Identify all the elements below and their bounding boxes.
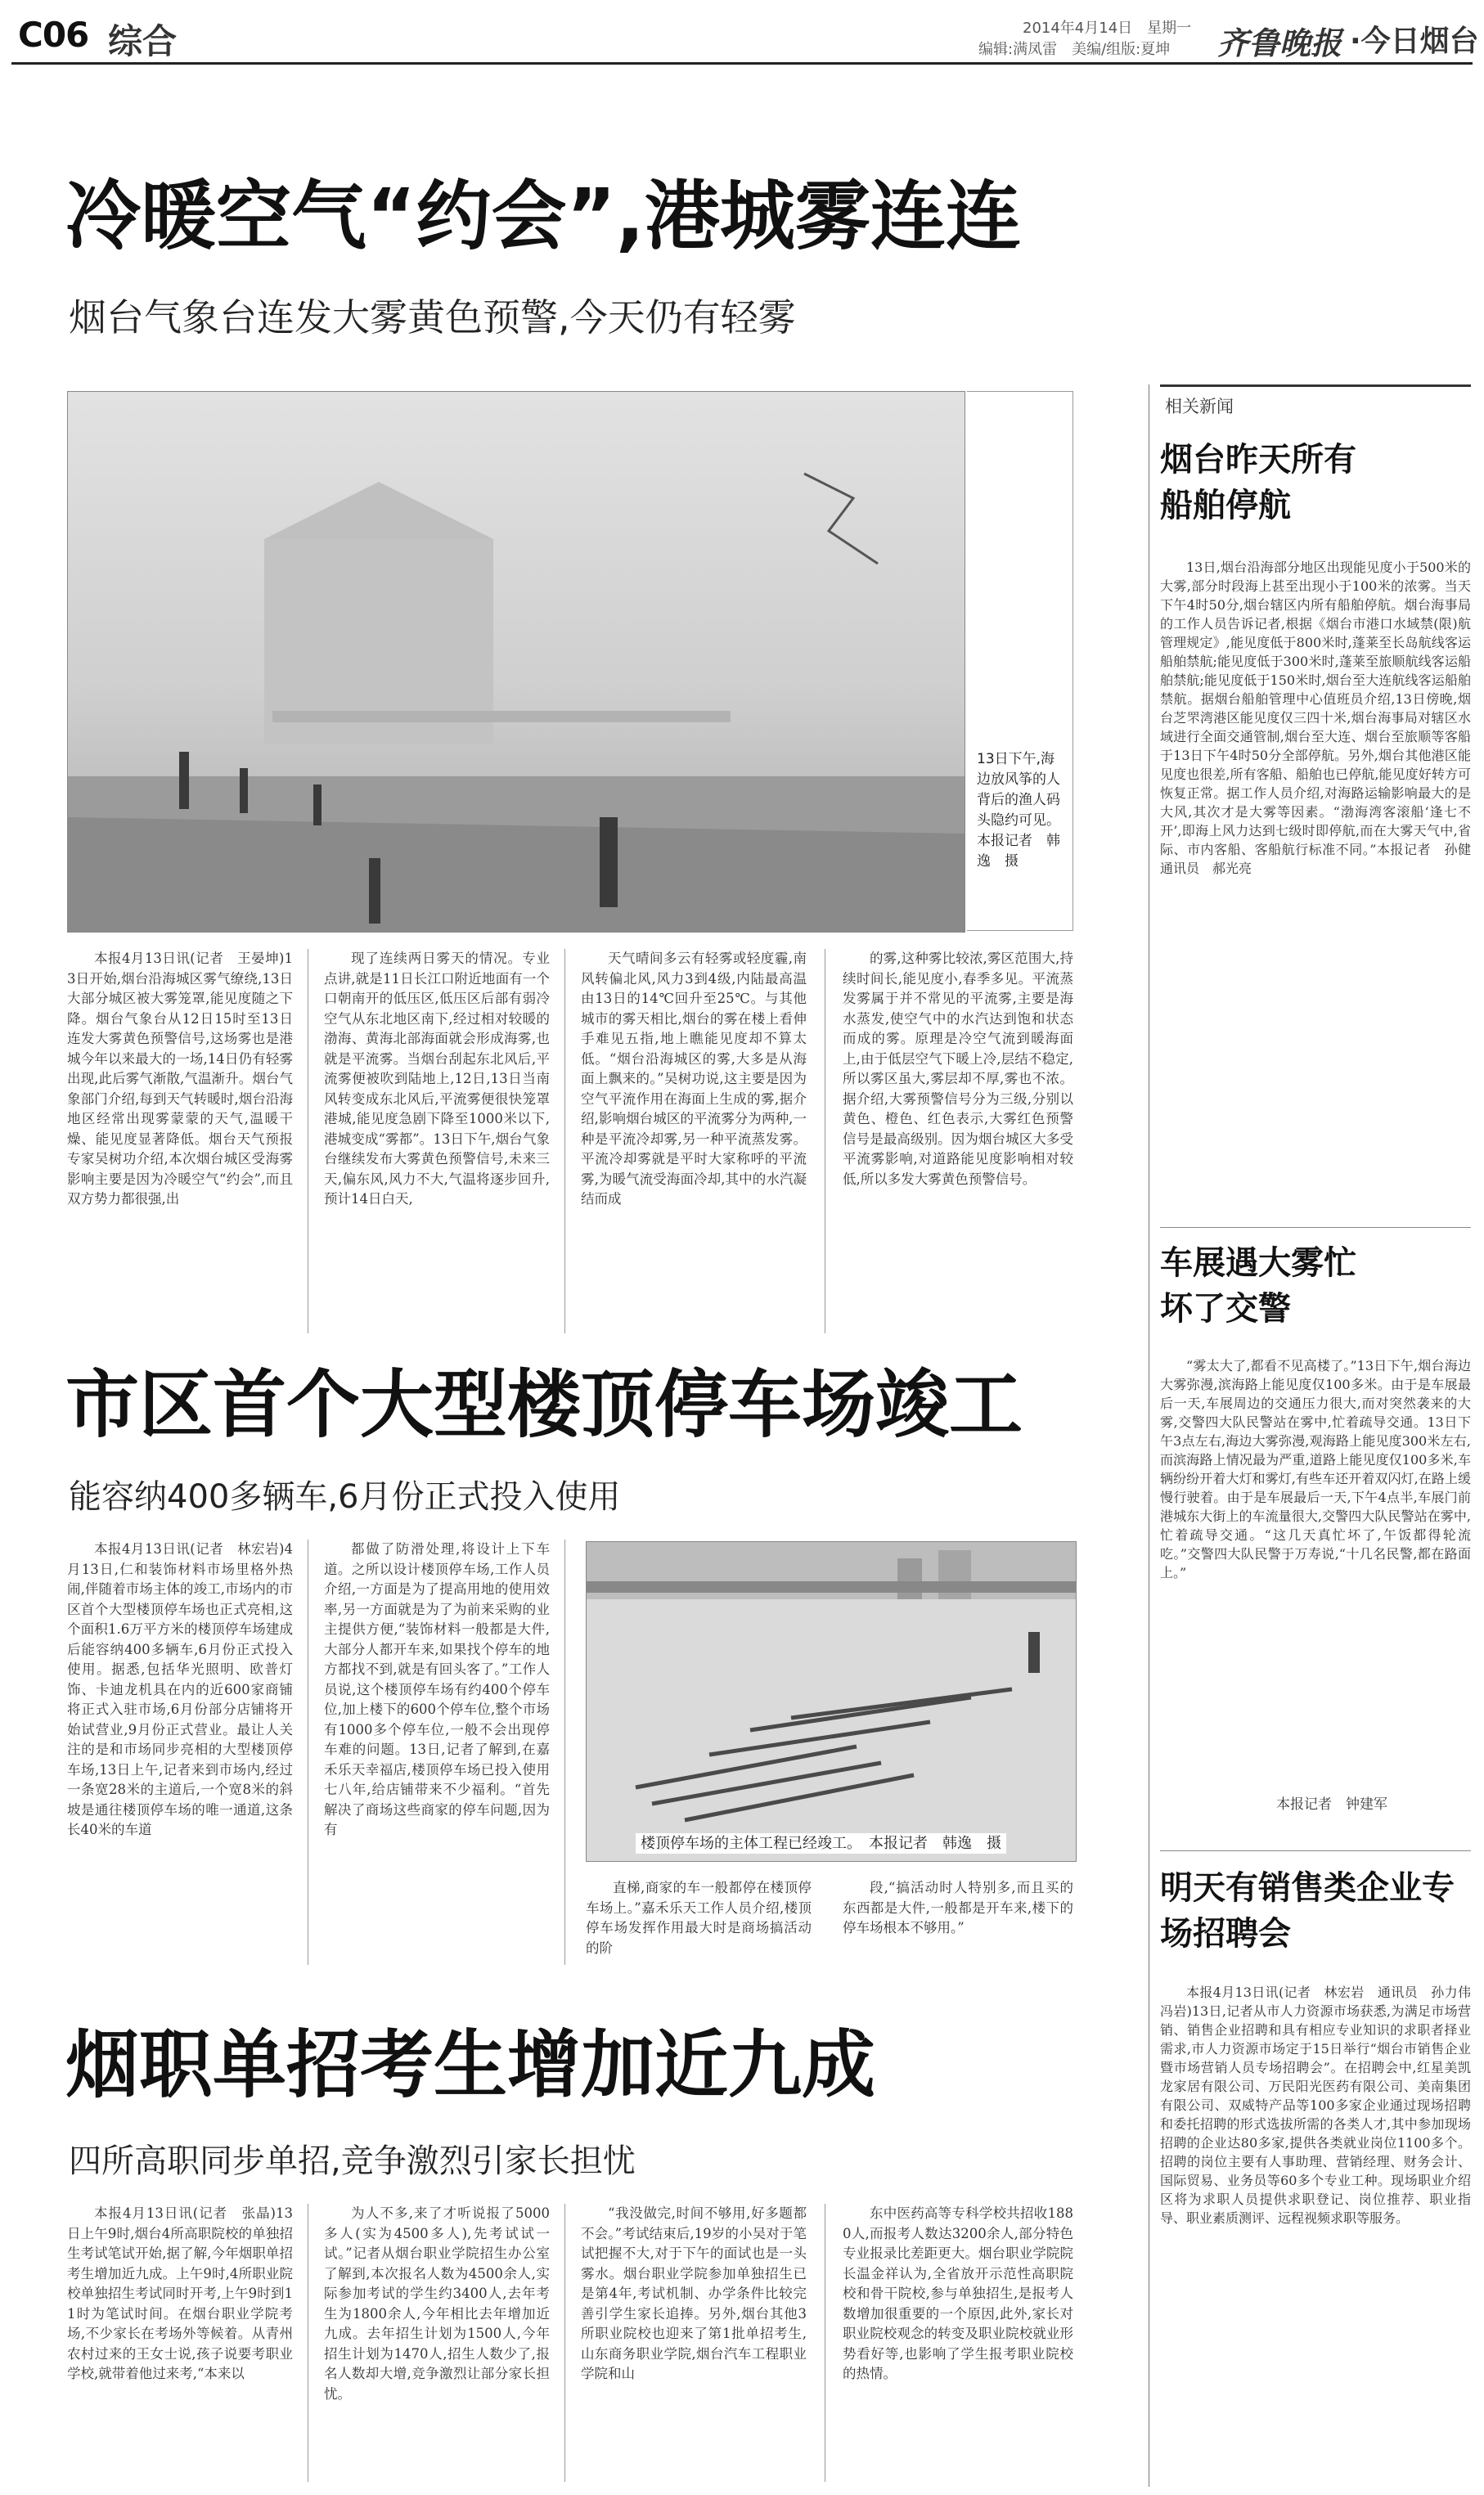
header-rule: [11, 62, 1473, 65]
story1-col2: 现了连续两日雾天的情况。专业点讲,就是11日长江口附近地面有一个口朝南开的低压区,低压区后部有弱冷空气从东北地区南下,经过相对较暖的渤海、黄海北部海面就会形成海雾,也就是平流雾。当烟台刮起东北风后,平流雾便被吹到陆地上,12日,13日当南风转变成东北风后,平流雾便很快笼罩港城,能见度急剧下降至1000米以下,港城变成“雾都”。13日下午,烟台气象台继续发布大雾黄色预警信号,未来三天,偏东风,风力不大,气温将逐步回升,预计14日白天,: [324, 951, 550, 1207]
sidebar-story1-title: 烟台昨天所有船舶停航: [1160, 441, 1356, 524]
parking-photo-image: [587, 1542, 1076, 1861]
editors-line: 编辑:满凤雷 美编/组版:夏坤: [978, 41, 1171, 58]
sidebar-story1-body: 13日,烟台沿海部分地区出现能见度小于500米的大雾,部分时段海上甚至出现小于100米的浓雾。当天下午4时50分,烟台辖区内所有船舶停航。烟台海事局的工作人员告诉记者,根据《烟台市港口水域禁(限)航管理规定》,能见度低于800米时,蓬莱至长岛航线客运船舶禁航;能见度低于300米时,蓬莱至旅顺航线客运船舶禁航;能见度低于150米时,烟台至大连航线客运船舶禁航。据烟台船舶管理中心值班员介绍,13日傍晚,烟台芝罘湾港区能见度仅三四十米,烟台海事局对辖区水域进行全面交通管制,烟台至大连、烟台至旅顺等客船于13日下午4时50分全部停航。另外,烟台其他港区能见度也很差,所有客船、船舶也已停航,能见度好转方可恢复正常。据工作人员介绍,对海路运输影响最大的是大风,其次才是大雾等因素。“渤海湾客滚船‘逢七不开’,即海上风力达到七级时即停航,而在大雾天气中,省际、市内客船、客船航行标准不同。”本报记者 孙健 通讯员 郝光亮: [1160, 560, 1484, 876]
story2-col4: 段,“搞活动时人特别多,而且买的东西都是大件,一般都是开车来,楼下的停车场根本不够用。”: [843, 1880, 1073, 1935]
story2-col3: 直梯,商家的车一般都停在楼顶停车场上。”嘉禾乐天工作人员介绍,楼顶停车场发挥作用最大时是商场搞活动的阶: [586, 1880, 812, 1956]
story1-headline: 冷暖空气“约会”,港城雾连连: [65, 173, 1021, 260]
story3-headline: 烟职单招考生增加近九成: [65, 2022, 875, 2108]
section-label: 综合: [108, 21, 178, 61]
fog-photo-border: [967, 391, 1073, 931]
story3-col4: 东中医药高等专科学校共招收1880人,而报考人数达3200余人,部分特色专业报录比差距更大。烟台职业学院院长温金祥认为,全省放开示范性高职院校和骨干院校,参与单独招生,是报考人数增加很重要的一个原因,此外,家长对职业院校观念的转变及职业院校就业形势看好等,也影响了学生报考职业院校的热情。: [843, 2205, 1073, 2381]
sidebar-story3-body: 本报4月13日讯(记者 林宏岩 通讯员 孙力伟 冯岩)13日,记者从市人力资源市场获悉,为满足市场营销、销售企业招聘和具有相应专业知识的求职者择业需求,市人力资源市场定于15日举行“烟台市销售企业暨市场营销人员专场招聘会”。在招聘会中,红星美凯龙家居有限公司、万民阳光医药有限公司、美南集团有限公司、双威特产品等100多家企业通过现场招聘和委托招聘的形式选拔所需的各类人才,其中参加现场招聘的企业达80多家,提供各类就业岗位1100多个。招聘的岗位主要有人事助理、营销经理、财务会计、国际贸易、业务员等60多个专业工种。现场职业介绍区将为求职人员提供求职登记、岗位推荐、职业指导、职业素质测评、远程视频求职等服务。: [1160, 1985, 1484, 2226]
story1-subhead: 烟台气象台连发大雾黄色预警,今天仍有轻雾: [69, 295, 796, 339]
story3-col3: “我没做完,时间不够用,好多题都不会。”考试结束后,19岁的小吴对于笔试把握不大,对于下午的面试也是一头雾水。烟台职业学院参加单独招生已是第4年,考试机制、办学条件比较完善引学生家长追捧。另外,烟台其他3所职业院校也迎来了第1批单招考生,山东商务职业学院,烟台汽车工程职业学院和山: [581, 2205, 807, 2381]
story2-col2: 都做了防滑处理,将设计上下车道。之所以设计楼顶停车场,工作人员介绍,一方面是为了提高用地的使用效率,另一方面就是为了为前来采购的业主提供方便,“装饰材料一般都是大件,大部分人都开车来,如果找个停车的地方都找不到,就是有回头客了。”工作人员说,这个楼顶停车场有约400个停车位,加上楼下的600个停车位,整个市场有1000多个停车位,一般不会出现停车难的问题。13日,记者了解到,在嘉禾乐天幸福店,楼顶停车场已投入使用七八年,给店铺带来不少福利。“首先解决了商场这些商家的停车问题,因为有: [324, 1541, 550, 1837]
date-line: 2014年4月14日 星期一: [1023, 20, 1192, 37]
story1-col4: 的雾,这种雾比较浓,雾区范围大,持续时间长,能见度小,春季多见。平流蒸发雾属于并不常见的平流雾,主要是海水蒸发,使空气中的水汽达到饱和状态而成的雾。原理是冷空气流到暖海面上,由于低层空气下暖上冷,层结不稳定,所以雾区虽大,雾层却不厚,雾也不浓。据介绍,大雾预警信号分为三级,分别以黄色、橙色、红色表示,大雾红色预警信号是最高级别。因为烟台城区大多受平流雾影响,对道路能见度影响相对较低,所以多发大雾黄色预警信号。: [843, 951, 1073, 1187]
sidebar-story2-byline: 本报记者 钟建军: [1276, 1796, 1387, 1813]
parking-photo: [586, 1541, 1077, 1862]
story2-headline: 市区首个大型楼顶停车场竣工: [65, 1362, 1023, 1448]
story3-col2: 为人不多,来了才听说报了5000多人(实为4500多人),先考试试一试。”记者从烟台职业学院招生办公室了解到,本次报名人数为4500余人,实际参加考试的学生约3400人,去年考生为1800余人,今年相比去年增加近九成。去年招生计划为1500人,今年招生计划为1470人,招生人数少了,报名人数却大增,竞争激烈让部分家长担忧。: [324, 2205, 550, 2402]
sidebar-rule: [1160, 1227, 1471, 1228]
page-code: C06: [18, 15, 89, 55]
story1-col3: 天气晴间多云有轻雾或轻度霾,南风转偏北风,风力3到4级,内陆最高温由13日的14℃回升至25℃。与其他城市的雾天相比,烟台的雾在楼上看伸手难见五指,地上瞧能见度却不算太低。“烟台沿海城区的雾,大多是从海面上飘来的。”吴树功说,这主要是因为空气平流作用在海面上生成的雾,据介绍,影响烟台城区的平流雾分为两种,一种是平流冷却雾,另一种平流蒸发雾。平流冷却雾就是平时大家称呼的平流雾,为暖气流受海面冷却,其中的水汽凝结而成: [581, 951, 807, 1207]
fog-photo-caption: 13日下午,海边放风筝的人背后的渔人码头隐约可见。本报记者 韩逸 摄: [977, 751, 1060, 870]
sidebar-story3-title: 明天有销售类企业专场招聘会: [1160, 1869, 1455, 1953]
sidebar-rule: [1160, 1850, 1471, 1851]
paper-name: 齐鲁晚报: [1217, 25, 1342, 61]
page-header: [0, 0, 1484, 67]
sidebar-label-text: 相关新闻: [1165, 397, 1234, 416]
story2-col1: 本报4月13日讯(记者 林宏岩)4月13日,仁和装饰材料市场里格外热闹,伴随着市场主体的竣工,市场内的市区首个大型楼顶停车场也正式亮相,这个面积1.6万平方米的楼顶停车场建成后能容纳400多辆车,6月份正式投入使用。据悉,包括华光照明、欧普灯饰、卡迪龙机具在内的近600家商铺将正式入驻市场,6月份部分店铺将开始试营业,9月份正式营业。最让人关注的是和市场同步亮相的大型楼顶停车场,13日上午,记者来到市场内,经过一条宽28米的主道后,一个宽8米的斜坡是通往楼顶停车场的唯一通道,这条长40米的车道: [67, 1541, 293, 1837]
col-divider: [564, 2204, 565, 2482]
story2-subhead: 能容纳400多辆车,6月份正式投入使用: [69, 1478, 621, 1516]
sidebar-story2-body: “雾太大了,都看不见高楼了。”13日下午,烟台海边大雾弥漫,滨海路上能见度仅100多米。由于是车展最后一天,车展周边的交通压力很大,而对突然袭来的大雾,交警四大队民警站在雾中,忙着疏导交通。13日下午3点左右,海边大雾弥漫,观海路上能见度300米左右,而滨海路上情况最为严重,道路上能见度仅100多米,车辆纷纷开着大灯和雾灯,有些车还开着双闪灯,在路上缓慢行驶着。由于是车展最后一天,下午4点半,车展门前港城东大街上的车流量很大,交警四大队民警站在雾中,忙着疏导交通。“这几天真忙坏了,午饭都得轮流吃。”交警四大队民警于万寿说,“十几名民警,都在路面上。”: [1160, 1358, 1471, 1580]
sidebar-label: [1160, 384, 1471, 418]
story3-col1: 本报4月13日讯(记者 张晶)13日上午9时,烟台4所高职院校的单独招生考试笔试开始,据了解,今年烟职单招考生增加近九成。上午9时,4所职业院校单独招生考试同时开考,上午9时到11时为笔试时间。在烟台职业学院考场,不少家长在考场外等候着。从青州农村过来的王女士说,孩子说要考职业学校,就带着他过来考,“本来以: [67, 2205, 293, 2381]
fog-photo-image: [68, 392, 965, 932]
col-divider: [564, 1540, 565, 1965]
col-divider: [564, 949, 565, 1333]
edition-name: ·今日烟台: [1350, 25, 1479, 58]
sidebar-story2-title: 车展遇大雾忙坏了交警: [1160, 1244, 1356, 1328]
story3-subhead: 四所高职同步单招,竞争激烈引家长担忧: [69, 2142, 636, 2180]
fog-photo: [67, 391, 965, 933]
parking-photo-caption: 楼顶停车场的主体工程已经竣工。 本报记者 韩逸 摄: [636, 1833, 1006, 1854]
story1-col1: 本报4月13日讯(记者 王晏坤)13日开始,烟台沿海城区雾气缭绕,13日大部分城区被大雾笼罩,能见度随之下降。烟台气象台从12日15时至13日连发大雾黄色预警信号,这场雾也是港城今年以来最大的一场,14日仍有轻雾出现,此后雾气渐散,气温渐升。烟台气象部门介绍,每到天气转暖时,烟台沿海地区经常出现雾蒙蒙的天气,温暖干燥、能见度显著降低。烟台天气预报专家吴树功介绍,本次烟台城区受海雾影响主要是因为冷暖空气“约会”,而且双方势力都很强,出: [67, 951, 293, 1207]
